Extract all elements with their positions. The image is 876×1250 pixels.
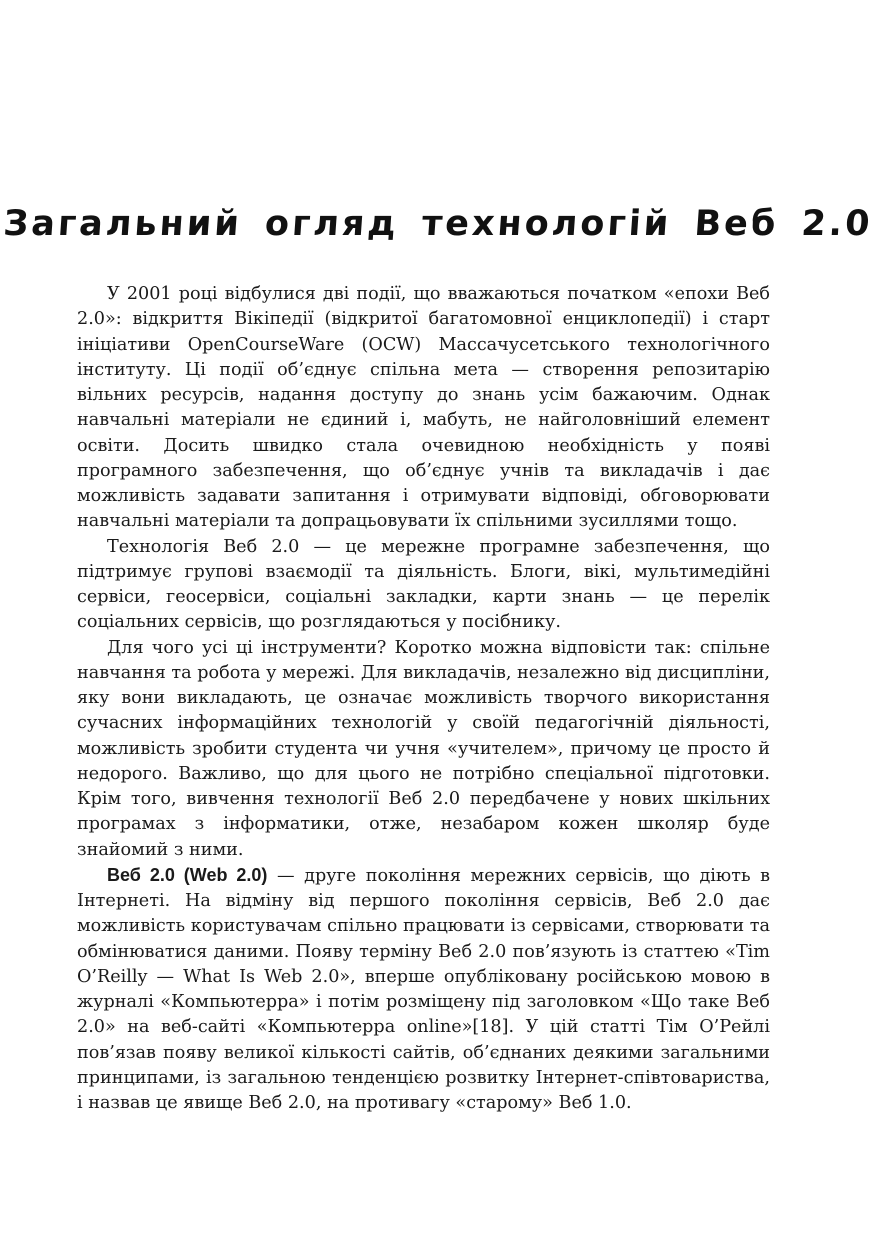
term-definition-text: — друге покоління мережних сервісів, що діють в Інтернеті. На відміну від першого покоління сервісів, Веб 2.0 дає можливість користувачам спільно працювати із сервісами, створювати та обмінюватися даними. Появу терміну Веб 2.0 пов’язують із статтею «Tim O’Reilly — What Is Web 2.0», вперше опублікованy російською мовою в журналі «Компьютерра» і потім розміщену під заголовком «Що таке Веб 2.0» на веб-сайті «Компьютерра online»[18]. У цій статті Тім О’Рейлі пов’язав появу великої кількості сайтів, об’єднаних деякими загальними принципами, із загальною тенденцією розвитку Інтернет-співтовариства, і назвав це явище Веб 2.0, на противагу «старому» Веб 1.0. <box>77 865 770 1113</box>
body-text <box>77 282 770 1116</box>
term-definition-heading: Веб 2.0 (Web 2.0) <box>107 864 268 885</box>
paragraph-3: Для чого усі ці інструменти? Коротко можна відповісти так: спільне навчання та робота у мережі. Для викладачів, незалежно від дисципліни, яку вони викладають, це означає можливість творчого використання сучасних інформаційних технологій у своїй педагогічній діяльності, можливість зробити студента чи учня «учителем», причому це просто й недорого. Важливо, що для цього не потрібно спеціальної підготовки. Крім того, вивчення технології Веб 2.0 передбачене у нових шкільних програмах з інформатики, отже, незабаром кожен школяр буде знайомий з ними. <box>77 637 770 860</box>
page-title: Загальний огляд технологій Веб 2.0 <box>2 204 874 244</box>
paragraph-1: У 2001 році відбулися дві події, що вважаються початком «епохи Веб 2.0»: відкриття Вікіпедії (відкритої багатомовної енциклопедії) і старт ініціативи OpenCourseWare (OCW) Массачусетського технологічного інституту. Ці події об’єднує спільна мета — створення репозитарію вільних ресурсів, надання доступу до знань усім бажаючим. Однак навчальні матеріали не єдиний і, мабуть, не найголовніший елемент освіти. Досить швидко стала очевидною необхідність у появі програмного забезпечення, що об’єднує учнів та викладачів і дає можливість задавати запитання і отримувати відповіді, обговорювати навчальні матеріали та допрацьовувати їх спільними зусиллями тощо. <box>77 284 770 532</box>
paragraph-4 <box>77 863 770 1117</box>
paragraph-2: Технологія Веб 2.0 — це мережне програмне забезпечення, що підтримує групові взаємодії та діяльність. Блоги, вікі, мультимедійні сервіси, геосервіси, соціальні закладки, карти знань — це перелік соціальних сервісів, що розглядаються у посібнику. <box>77 536 770 633</box>
